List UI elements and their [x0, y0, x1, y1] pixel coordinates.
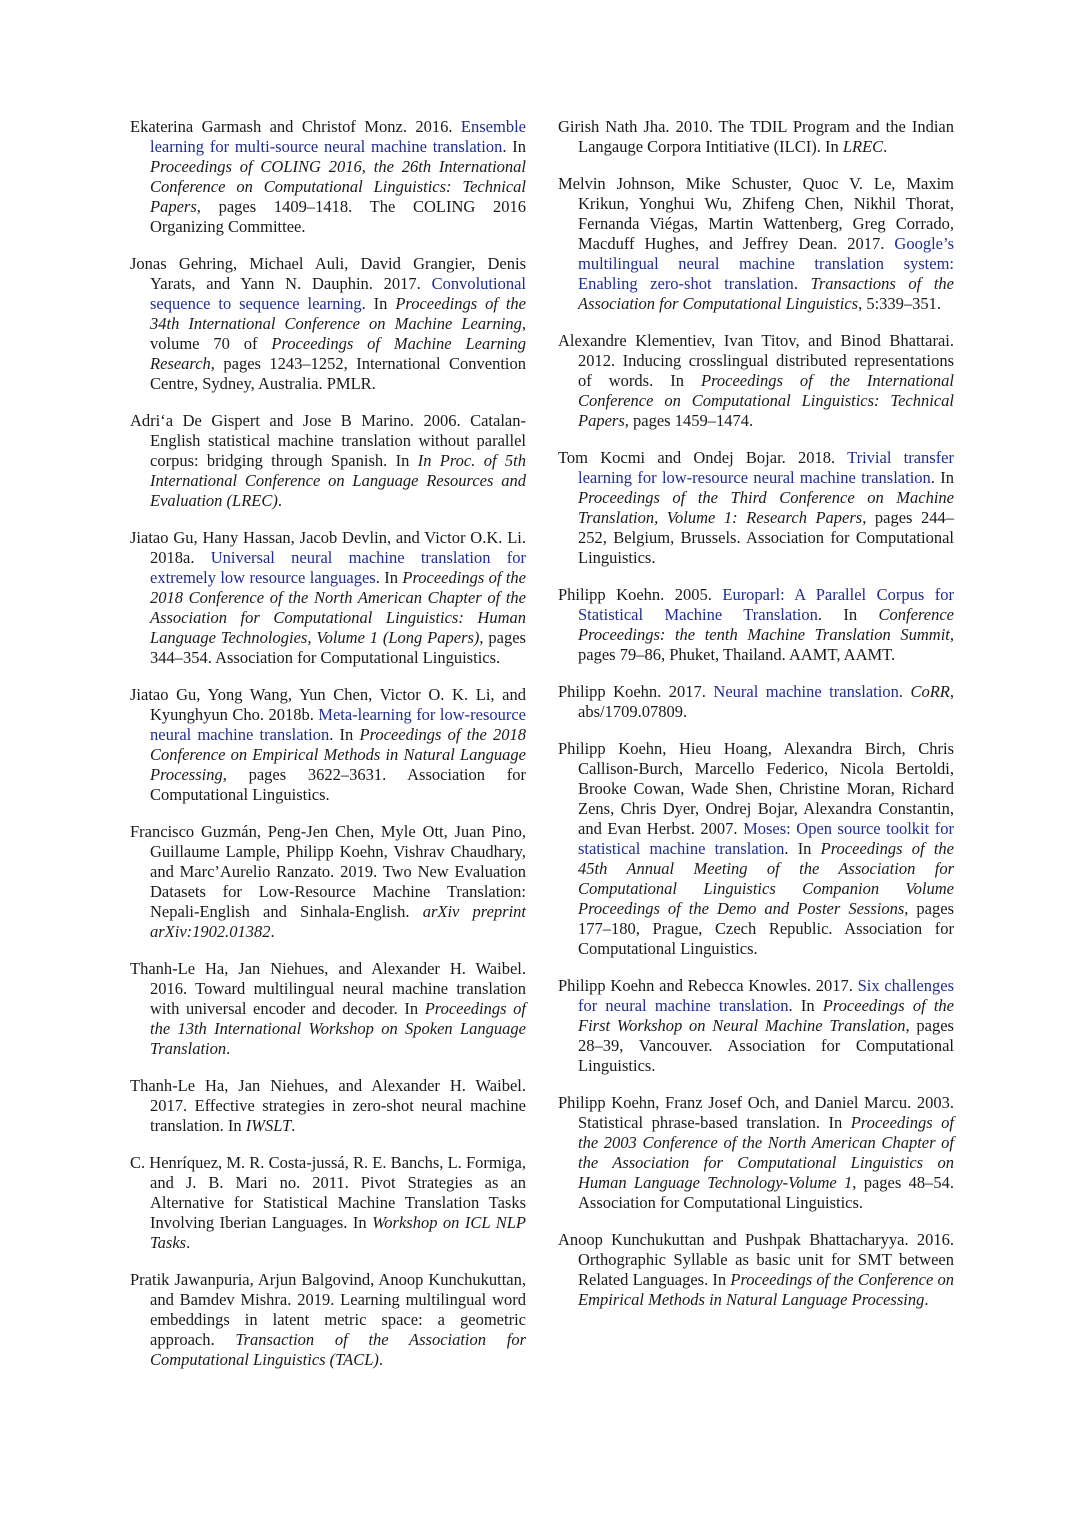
reference-entry [130, 117, 526, 237]
reference-venue: Proceedings of the Third Conference on Machine Translation, Volume 1: Research Papers [578, 488, 954, 527]
reference-text: Francisco Guzmán, Peng-Jen Chen, Myle Ott, Juan Pino, Guillaume Lample, Philipp Koehn, Vishrav Chaudhary, and Marc’Aurelio Ranzato. 2019. Two New Evaluation Datasets for Low-Resource Machine Translation: Nepali-English and Sinhala-English. [130, 822, 526, 921]
reference-venue: Proceedings of the International Conference on Computational Linguistics: Technical Papers [578, 371, 955, 430]
reference-text: Melvin Johnson, Mike Schuster, Quoc V. Le, Maxim Krikun, Yonghui Wu, Zhifeng Chen, Nikhil Thorat, Fernanda Viégas, Martin Wattenberg, Greg Corrado, Macduff Hughes, and Jeffrey Dean. 2017. [558, 174, 954, 253]
reference-text: , pages 344–354. Association for Computational Linguistics. [150, 628, 526, 667]
reference-entry [558, 1093, 954, 1213]
reference-text: , pages 1459–1474. [624, 411, 754, 430]
reference-text: , pages 177–180, Prague, Czech Republic. Association for Computational Linguistics. [578, 899, 954, 958]
reference-text: . In [375, 568, 403, 587]
reference-text: , pages 3622–3631. Association for Computational Linguistics. [150, 765, 526, 804]
reference-text: Jiatao Gu, Yong Wang, Yun Chen, Victor O. K. Li, and Kyunghyun Cho. 2018b. [130, 685, 526, 724]
reference-text: Pratik Jawanpuria, Arjun Balgovind, Anoop Kunchukuttan, and Bamdev Mishra. 2019. Learning multilingual word embeddings in latent metric space: a geometric approach. [130, 1270, 526, 1349]
reference-link[interactable]: Moses: Open source toolkit for statistical machine translation [578, 819, 954, 858]
reference-text: . In [329, 725, 360, 744]
reference-text: . In [788, 996, 823, 1015]
reference-venue: CoRR [910, 682, 950, 701]
reference-text: Tom Kocmi and Ondej Bojar. 2018. [558, 448, 848, 467]
reference-text: Philipp Koehn and Rebecca Knowles. 2017. [558, 976, 858, 995]
reference-link[interactable]: Universal neural machine translation for extremely low resource languages [150, 548, 526, 587]
reference-link[interactable]: Six challenges for neural machine translation [578, 976, 954, 1015]
reference-link[interactable]: Meta-learning for low-resource neural machine translation [150, 705, 527, 744]
reference-text: . [898, 682, 911, 701]
reference-text: , pages 244–252, Belgium, Brussels. Association for Computational Linguistics. [578, 508, 955, 567]
reference-text: , abs/1709.07809. [578, 682, 954, 721]
reference-entry [558, 976, 954, 1076]
reference-text: , 5:339–351. [858, 294, 942, 313]
reference-entry [558, 117, 954, 157]
reference-entry [130, 1153, 526, 1253]
reference-text: Philipp Koehn. 2017. [558, 682, 714, 701]
reference-text: , pages 1243–1252, International Convention Centre, Sydney, Australia. PMLR. [150, 354, 526, 393]
reference-entry [130, 959, 526, 1059]
reference-text: Philipp Koehn, Hieu Hoang, Alexandra Birch, Chris Callison-Burch, Marcello Federico, Nicola Bertoldi, Brooke Cowan, Wade Shen, Christine Moran, Richard Zens, Chris Dyer, Ondrej Bojar, Alexandra Constantin, and Evan Herbst. 2007. [558, 739, 954, 838]
reference-text: Ekaterina Garmash and Christof Monz. 2016. [130, 117, 461, 136]
reference-text: . In [930, 468, 954, 487]
reference-entry [130, 254, 526, 394]
reference-link[interactable]: Convolutional sequence to sequence learning [150, 274, 526, 313]
reference-venue: Transaction of the Association for Computational Linguistics (TACL) [150, 1330, 526, 1369]
reference-venue: Transactions of the Association for Computational Linguistics [578, 274, 955, 313]
reference-entry [558, 682, 954, 722]
reference-text: . In [817, 605, 879, 624]
reference-link[interactable]: Neural machine translation [713, 682, 899, 701]
reference-text: . In [361, 294, 396, 313]
reference-text: . [226, 1039, 231, 1058]
reference-text: . In [784, 839, 821, 858]
reference-text: , pages 79–86, Phuket, Thailand. AAMT, AAMT. [578, 625, 954, 664]
reference-venue: Proceedings of the 34th International Conference on Machine Learning [150, 294, 527, 333]
reference-text: Anoop Kunchukuttan and Pushpak Bhattacharyya. 2016. Orthographic Syllable as basic unit for SMT between Related Languages. In [558, 1230, 954, 1289]
reference-venue: LREC [842, 137, 884, 156]
reference-entry [130, 685, 526, 805]
reference-text: , pages 28–39, Vancouver. Association for Computational Linguistics. [578, 1016, 954, 1075]
reference-venue: Proceedings of the First Workshop on Neural Machine Translation [578, 996, 954, 1035]
reference-text: . [277, 491, 282, 510]
reference-text: Thanh-Le Ha, Jan Niehues, and Alexander H. Waibel. 2017. Effective strategies in zero-shot neural machine translation. In [130, 1076, 526, 1135]
reference-text: Jiatao Gu, Hany Hassan, Jacob Devlin, and Victor O.K. Li. 2018a. [130, 528, 526, 567]
reference-entry [130, 1076, 526, 1136]
reference-venue: arXiv preprint arXiv:1902.01382 [150, 902, 527, 941]
reference-text: Philipp Koehn, Franz Josef Och, and Daniel Marcu. 2003. Statistical phrase-based translation. In [558, 1093, 954, 1132]
reference-venue: Proceedings of the 45th Annual Meeting of the Association for Computational Linguistics Companion Volume Proceedings of the Demo and Poster Sessions [578, 839, 954, 918]
reference-venue: Proceedings of the Conference on Empirical Methods in Natural Language Processing [578, 1270, 954, 1309]
reference-venue: Conference Proceedings: the tenth Machine Translation Summit [578, 605, 954, 644]
reference-venue: Proceedings of the 2018 Conference on Empirical Methods in Natural Language Processing [150, 725, 527, 784]
references-left-column [130, 117, 526, 1387]
reference-entry [558, 331, 954, 431]
reference-text: Girish Nath Jha. 2010. The TDIL Program and the Indian Langauge Corpora Intitiative (ILCI). In [558, 117, 954, 156]
reference-entry [558, 585, 954, 665]
reference-text: . [793, 274, 811, 293]
reference-entry [130, 822, 526, 942]
reference-entry [558, 1230, 954, 1310]
reference-text: , pages 1409–1418. The COLING 2016 Organizing Committee. [150, 197, 526, 236]
reference-text: Thanh-Le Ha, Jan Niehues, and Alexander H. Waibel. 2016. Toward multilingual neural machine translation with universal encoder and decoder. In [130, 959, 526, 1018]
reference-text: Alexandre Klementiev, Ivan Titov, and Binod Bhattarai. 2012. Inducing crosslingual distributed representations of words. In [558, 331, 954, 390]
reference-venue: Proceedings of the 13th International Workshop on Spoken Language Translation [150, 999, 526, 1058]
reference-entry [558, 739, 954, 959]
reference-venue: Proceedings of Machine Learning Research [150, 334, 526, 373]
reference-text: Jonas Gehring, Michael Auli, David Grangier, Denis Yarats, and Yann N. Dauphin. 2017. [130, 254, 526, 293]
reference-venue: In Proc. of 5th International Conference on Language Resources and Evaluation (LREC) [150, 451, 527, 510]
reference-text: . [883, 137, 888, 156]
reference-link[interactable]: Europarl: A Parallel Corpus for Statistical Machine Translation [578, 585, 954, 624]
reference-text: . [186, 1233, 191, 1252]
reference-link[interactable]: Ensemble learning for multi-source neural machine translation [150, 117, 526, 156]
reference-text: . [270, 922, 275, 941]
reference-text: . In [502, 137, 526, 156]
reference-text: . [924, 1290, 929, 1309]
reference-text: Philipp Koehn. 2005. [558, 585, 723, 604]
reference-text: . [291, 1116, 296, 1135]
reference-text: Adri‘a De Gispert and Jose B Marino. 2006. Catalan-English statistical machine translation without parallel corpus: bridging through Spanish. In [130, 411, 526, 470]
reference-entry [130, 411, 526, 511]
reference-venue: IWSLT [245, 1116, 292, 1135]
reference-text: C. Henríquez, M. R. Costa-jussá, R. E. Banchs, L. Formiga, and J. B. Mari no. 2011. Pivot Strategies as an Alternative for Statistical Machine Translation Tasks Involving Iberian Languages. In [130, 1153, 526, 1232]
reference-text: , pages 48–54. Association for Computational Linguistics. [578, 1173, 954, 1212]
reference-entry [130, 1270, 526, 1370]
reference-venue: Proceedings of COLING 2016, the 26th International Conference on Computational Linguistics: Technical Papers [150, 157, 526, 216]
reference-venue: Workshop on ICL NLP Tasks [150, 1213, 526, 1252]
reference-link[interactable]: Google’s multilingual neural machine translation system: Enabling zero-shot translation [578, 234, 954, 293]
reference-venue: Proceedings of the 2018 Conference of the North American Chapter of the Association for Computational Linguistics: Human Language Technologies, Volume 1 (Long Papers) [150, 568, 526, 647]
reference-entry [130, 528, 526, 668]
reference-link[interactable]: Trivial transfer learning for low-resource neural machine translation [578, 448, 955, 487]
reference-entry [558, 174, 954, 314]
reference-text: , volume 70 of [150, 314, 526, 353]
references-right-column [558, 117, 954, 1327]
reference-venue: Proceedings of the 2003 Conference of the North American Chapter of the Association for Computational Linguistics on Human Language Technology-Volume 1 [578, 1113, 954, 1192]
reference-text: . [378, 1350, 384, 1369]
reference-entry [558, 448, 954, 568]
